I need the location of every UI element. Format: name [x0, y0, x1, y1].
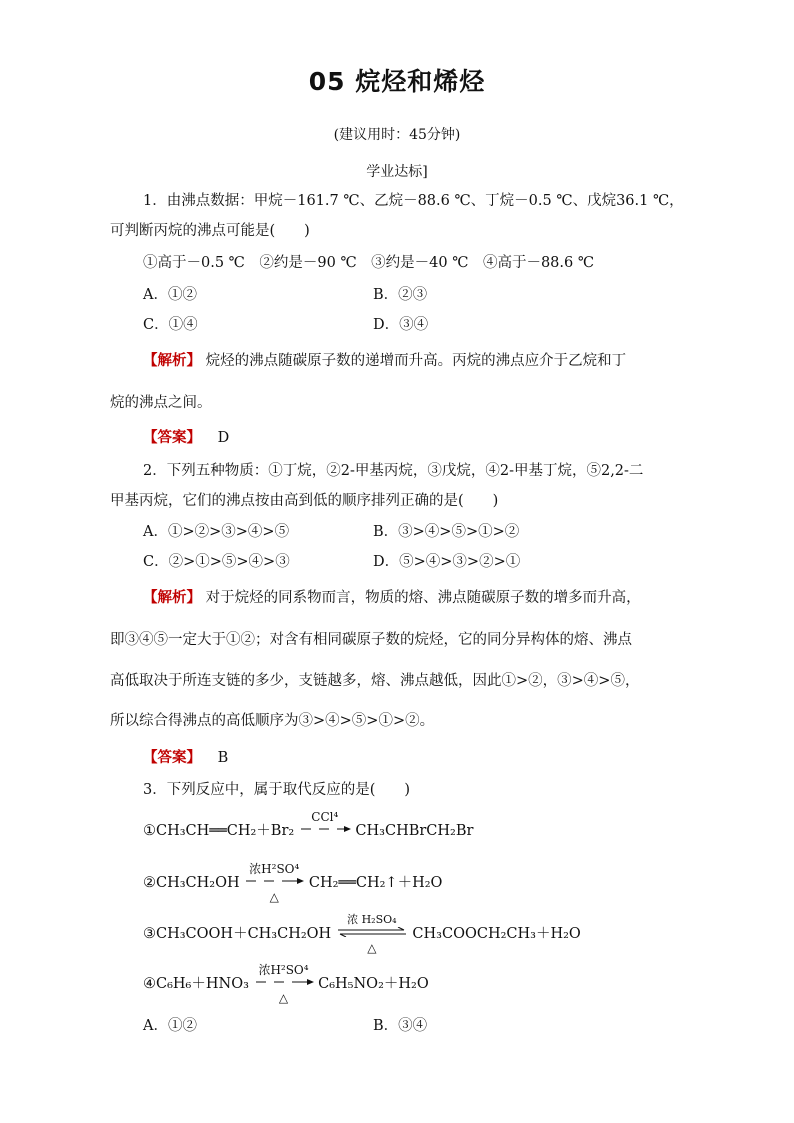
- section-label: 学业达标]: [366, 164, 428, 180]
- analysis-label: 【解析】: [143, 353, 201, 369]
- q1-analysis-line2: 烷的沸点之间。: [110, 395, 212, 411]
- q2-analysis-line3: 高低取决于所连支链的多少，支链越多，熔、沸点越低，因此①>②，③>④>⑤，: [110, 673, 640, 689]
- arrow-icon: [299, 824, 351, 834]
- equilibrium-arrow-icon: [336, 927, 408, 937]
- q1-answer: 【答案】 D: [143, 430, 230, 446]
- q2-option-d: D．⑤>④>③>②>①: [373, 554, 521, 570]
- q1-option-c: C．①④: [143, 317, 198, 333]
- answer-label: 【答案】: [143, 750, 201, 766]
- arrow-icon: [254, 977, 314, 987]
- q2-stem-line2: 甲基丙烷，它们的沸点按由高到低的顺序排列正确的是( ): [110, 493, 499, 509]
- q1-stem-line2: 可判断丙烷的沸点可能是( ): [110, 223, 310, 239]
- reaction-arrow: 浓H²SO⁴ △: [244, 873, 304, 893]
- q1-choices: ①高于－0.5 ℃ ②约是－90 ℃ ③约是－40 ℃ ④高于－88.6 ℃: [143, 255, 595, 271]
- q1-option-a: A．①②: [143, 287, 197, 303]
- q3-reaction-2: ②CH₃CH₂OH 浓H²SO⁴ △ CH₂══CH₂↑＋H₂O: [143, 862, 443, 904]
- q2-analysis-line4: 所以综合得沸点的高低顺序为③>④>⑤>①>②。: [110, 713, 435, 729]
- q3-option-a: A．①②: [143, 1018, 197, 1034]
- q2-option-a: A．①>②>③>④>⑤: [143, 524, 290, 540]
- q1-stem-line1: 1．由沸点数据：甲烷－161.7 ℃、乙烷－88.6 ℃、丁烷－0.5 ℃、戊烷36.1 ℃，: [143, 193, 684, 209]
- arrow-icon: [244, 876, 304, 886]
- q2-answer: 【答案】 B: [143, 750, 229, 766]
- reversible-arrow: 浓 H₂SO₄ △: [336, 924, 408, 944]
- reaction-arrow: 浓H²SO⁴ △: [254, 974, 314, 994]
- q2-stem-line1: 2．下列五种物质：①丁烷，②2-甲基丙烷，③戊烷，④2-甲基丁烷，⑤2,2-二: [143, 463, 644, 479]
- analysis-label: 【解析】: [143, 590, 201, 606]
- q2-analysis-line2: 即③④⑤一定大于①②；对含有相同碳原子数的烷烃，它的同分异构体的熔、沸点: [110, 632, 632, 648]
- q3-stem: 3．下列反应中，属于取代反应的是( ): [143, 782, 411, 798]
- q3-reaction-4: ④C₆H₆＋HNO₃ 浓H²SO⁴ △ C₆H₅NO₂＋H₂O: [143, 963, 429, 1005]
- q3-reaction-1: ①CH₃CH══CH₂＋Br₂ CCl⁴ CH₃CHBrCH₂Br: [143, 810, 474, 839]
- page-title: 05 烷烃和烯烃: [308, 67, 486, 96]
- q2-analysis-line1: 【解析】 对于烷烃的同系物而言，物质的熔、沸点随碳原子数的增多而升高，: [143, 590, 641, 606]
- q1-option-d: D．③④: [373, 317, 429, 333]
- q2-option-b: B．③>④>⑤>①>②: [373, 524, 520, 540]
- q1-option-b: B．②③: [373, 287, 428, 303]
- q3-reaction-3: ③CH₃COOH＋CH₃CH₂OH 浓 H₂SO₄ △ CH₃COOCH₂CH₃＋H₂O: [143, 913, 581, 955]
- suggested-time: (建议用时：45分钟): [333, 127, 461, 143]
- reaction-arrow: CCl⁴: [299, 821, 351, 841]
- q1-analysis-line1: 【解析】 烷烃的沸点随碳原子数的递增而升高。丙烷的沸点应介于乙烷和丁: [143, 353, 627, 369]
- q3-option-b: B．③④: [373, 1018, 428, 1034]
- q2-option-c: C．②>①>⑤>④>③: [143, 554, 290, 570]
- answer-label: 【答案】: [143, 430, 201, 446]
